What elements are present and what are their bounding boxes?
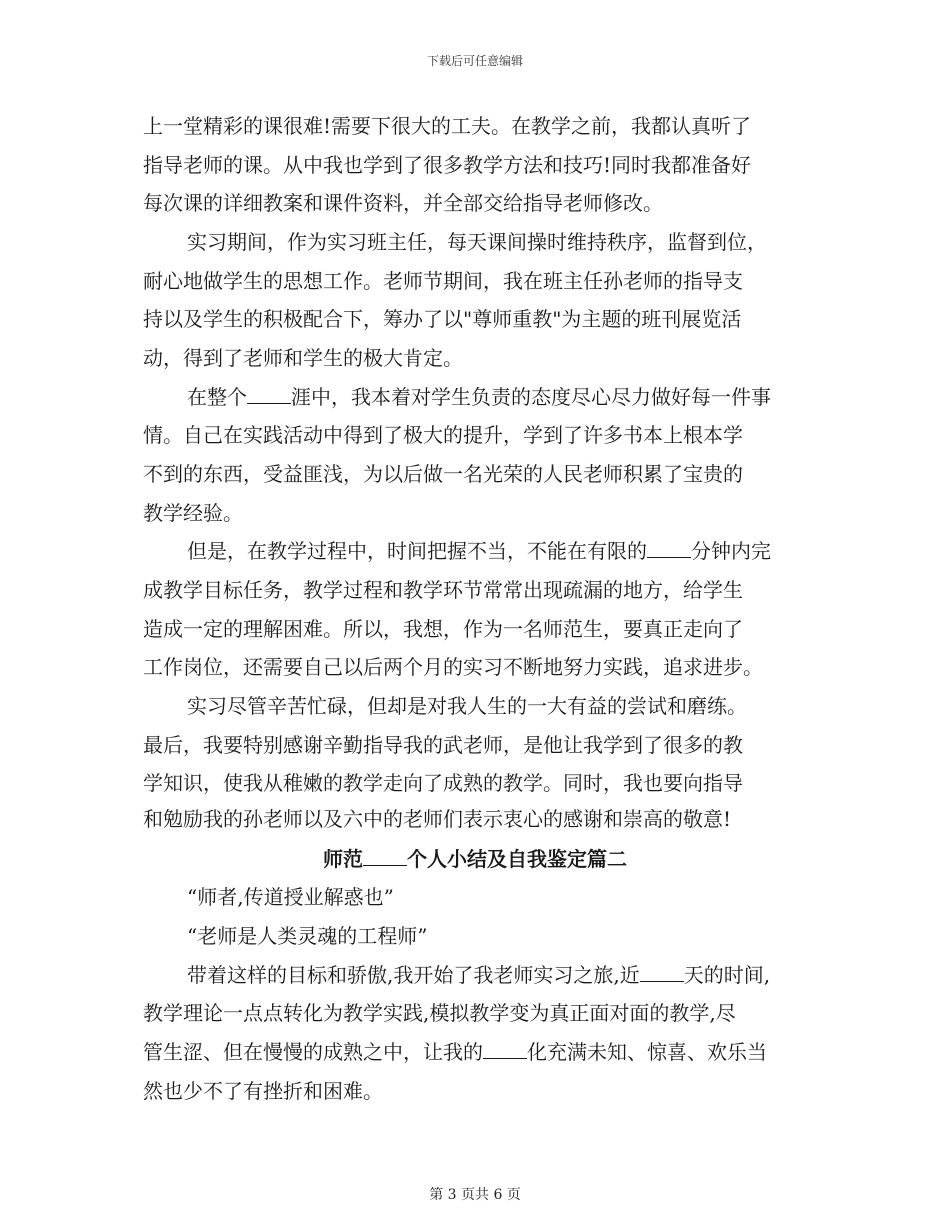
body-line: 工作岗位，还需要自己以后两个月的实习不断地努力实践，追求进步。 <box>143 655 763 679</box>
fill-blank <box>640 963 684 982</box>
text-segment: 天的时间, <box>683 963 771 987</box>
body-line: 实习尽管辛苦忙碌，但却是对我人生的一大有益的尝试和磨练。 <box>187 694 747 718</box>
fill-blank <box>247 385 291 404</box>
body-line: 最后，我要特别感谢辛勤指导我的武老师，是他让我学到了很多的教 <box>143 733 743 757</box>
text-segment: 带着这样的目标和骄傲,我开始了我老师实习之旅,近 <box>187 963 640 987</box>
body-line: 不到的东西，受益匪浅，为以后做一名光荣的人民老师积累了宝贵的 <box>143 462 743 486</box>
body-line: 学知识，使我从稚嫩的教学走向了成熟的教学。同时，我也要向指导 <box>143 771 743 795</box>
body-line: 然也少不了有挫折和困难。 <box>143 1079 383 1103</box>
text-segment: 在整个 <box>187 385 247 409</box>
body-line: 耐心地做学生的思想工作。老师节期间，我在班主任孙老师的指导支 <box>143 269 743 293</box>
text-segment: 涯中，我本着对学生负责的态度尽心尽力做好每一件事 <box>291 385 771 409</box>
section-title <box>0 846 950 872</box>
body-line: 动，得到了老师和学生的极大肯定。 <box>143 346 463 370</box>
title-segment: 师范 <box>323 847 363 871</box>
page-header: 下载后可任意编辑 <box>426 54 523 68</box>
body-line: 教学经验。 <box>143 501 243 525</box>
text-segment: 管生涩、但在慢慢的成熟之中，让我的 <box>143 1040 483 1064</box>
body-line: 指导老师的课。从中我也学到了很多教学方法和技巧!同时我都准备好 <box>143 153 752 177</box>
fill-blank <box>647 539 691 558</box>
body-line: 实习期间，作为实习班主任，每天课间操时维持秩序，监督到位， <box>187 230 767 254</box>
body-line <box>143 1039 823 1065</box>
body-line: 教学理论一点点转化为教学实践,模拟教学变为真正面对面的教学,尽 <box>143 1001 736 1025</box>
body-line: 成教学目标任务，教学过程和教学环节常常出现疏漏的地方，给学生 <box>143 578 743 602</box>
body-line: 每次课的详细教案和课件资料，并全部交给指导老师修改。 <box>143 191 663 215</box>
body-line: 情。自己在实践活动中得到了极大的提升，学到了许多书本上根本学 <box>143 423 743 447</box>
text-segment: 分钟内完 <box>691 539 771 563</box>
quote-line: “老师是人类灵魂的工程师” <box>187 924 428 948</box>
fill-blank <box>483 1040 527 1059</box>
text-segment: 化充满未知、惊喜、欢乐当 <box>527 1040 767 1064</box>
body-line <box>187 962 867 988</box>
body-line: 持以及学生的积极配合下，筹办了以"尊师重教"为主题的班刊展览活 <box>143 307 742 331</box>
body-line: 上一堂精彩的课很难!需要下很大的工夫。在教学之前，我都认真听了 <box>143 114 752 138</box>
body-line: 和勉励我的孙老师以及六中的老师们表示衷心的感谢和崇高的敬意! <box>143 807 732 831</box>
body-line <box>187 384 867 410</box>
body-line <box>187 538 867 564</box>
fill-blank <box>363 847 407 866</box>
page-footer: 第 3 页共 6 页 <box>429 1187 521 1203</box>
quote-line: “师者,传道授业解惑也” <box>187 885 394 909</box>
text-segment: 但是，在教学过程中，时间把握不当，不能在有限的 <box>187 539 647 563</box>
body-line: 造成一定的理解困难。所以，我想，作为一名师范生，要真正走向了 <box>143 617 743 641</box>
title-segment: 个人小结及自我鉴定篇二 <box>407 847 627 871</box>
